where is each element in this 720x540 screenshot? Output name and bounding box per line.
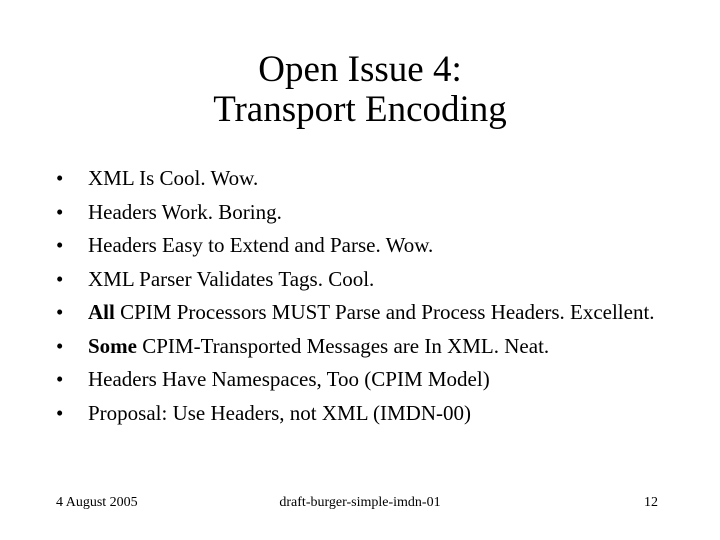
bullet-list <box>56 162 696 430</box>
bullet-item <box>56 296 696 330</box>
bullet-text: Headers Easy to Extend and Parse. Wow. <box>88 233 434 257</box>
bullet-item <box>56 397 696 431</box>
bullet-text: Proposal: Use Headers, not XML (IMDN-00) <box>88 400 471 425</box>
footer-page-number: 12 <box>644 495 658 510</box>
bullet-icon: • <box>56 333 64 358</box>
footer-draft-name: draft-burger-simple-imdn-01 <box>279 495 441 510</box>
footer-date: 4 August 2005 <box>56 495 138 510</box>
bullet-icon: • <box>56 233 64 257</box>
title-line-2: Transport Encoding <box>213 89 507 130</box>
bullet-icon: • <box>56 166 64 190</box>
bullet-text: XML Is Cool. Wow. <box>88 166 259 190</box>
bullet-item <box>56 162 696 196</box>
bullet-item <box>56 330 696 364</box>
title-line-1: Open Issue 4: <box>258 49 462 90</box>
bullet-item <box>56 363 696 397</box>
bullet-emphasis: All <box>88 300 115 324</box>
bullet-icon: • <box>56 400 64 425</box>
bullet-icon: • <box>56 199 64 224</box>
bullet-emphasis: Some <box>88 333 137 358</box>
bullet-icon: • <box>56 266 64 291</box>
bullet-icon: • <box>56 300 64 324</box>
slide-title <box>0 50 720 130</box>
bullet-item <box>56 229 696 263</box>
bullet-text: CPIM Processors MUST Parse and Process Headers. Excellent. <box>114 300 655 324</box>
bullet-item <box>56 196 696 230</box>
bullet-icon: • <box>56 367 64 391</box>
bullet-item <box>56 263 696 297</box>
bullet-text: Headers Work. Boring. <box>88 199 282 224</box>
bullet-text: XML Parser Validates Tags. Cool. <box>88 266 375 291</box>
bullet-text: CPIM-Transported Messages are In XML. Neat. <box>137 333 550 358</box>
bullet-text: Headers Have Namespaces, Too (CPIM Model) <box>88 367 490 391</box>
